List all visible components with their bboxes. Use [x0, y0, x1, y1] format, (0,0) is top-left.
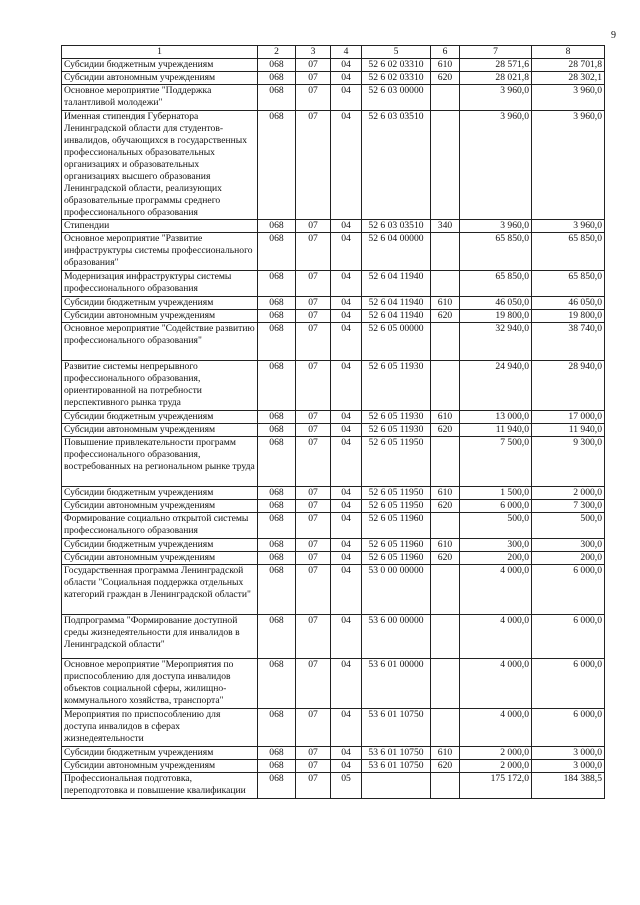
row-name-cell: Формирование социально открытой системы профессионального образования: [62, 513, 258, 539]
target-article-cell: 53 6 01 10750: [362, 760, 431, 773]
subsection-code-cell: 04: [331, 709, 362, 747]
amount-year1-cell: 3 960,0: [460, 111, 532, 220]
amount-year1-cell: 3 960,0: [460, 85, 532, 111]
row-name-cell: Субсидии автономным учреждениям: [62, 310, 258, 323]
expense-type-cell: [431, 271, 460, 297]
amount-year2-cell: 7 300,0: [532, 500, 605, 513]
amount-year1-cell: 6 000,0: [460, 500, 532, 513]
row-name-cell: Основное мероприятие "Развитие инфраструктуры системы профессионального образования": [62, 233, 258, 271]
table-row: [62, 297, 605, 310]
subsection-code-cell: 04: [331, 411, 362, 424]
target-article-cell: 52 6 04 11940: [362, 297, 431, 310]
budget-table: [61, 45, 605, 799]
row-name-cell: Субсидии бюджетным учреждениям: [62, 539, 258, 552]
table-row: [62, 361, 605, 411]
table-row: [62, 437, 605, 487]
table-row: [62, 773, 605, 799]
section-code-cell: 07: [296, 760, 331, 773]
table-row: [62, 487, 605, 500]
amount-year1-cell: 11 940,0: [460, 424, 532, 437]
amount-year2-cell: 3 960,0: [532, 220, 605, 233]
table-row: [62, 111, 605, 220]
section-code-cell: 07: [296, 513, 331, 539]
subsection-code-cell: 04: [331, 220, 362, 233]
row-name-cell: Субсидии бюджетным учреждениям: [62, 747, 258, 760]
row-name-cell: Субсидии бюджетным учреждениям: [62, 59, 258, 72]
target-article-cell: 52 6 05 11960: [362, 513, 431, 539]
section-code-cell: 07: [296, 297, 331, 310]
expense-type-cell: 620: [431, 310, 460, 323]
amount-year2-cell: 184 388,5: [532, 773, 605, 799]
subsection-code-cell: 04: [331, 233, 362, 271]
table-row: [62, 233, 605, 271]
section-code-cell: 07: [296, 220, 331, 233]
row-name-cell: Мероприятия по приспособлению для доступа инвалидов в сферах жизнедеятельности: [62, 709, 258, 747]
row-name-cell: Субсидии автономным учреждениям: [62, 760, 258, 773]
section-code-cell: 07: [296, 659, 331, 709]
section-code-cell: 07: [296, 323, 331, 361]
subsection-code-cell: 04: [331, 760, 362, 773]
section-code-cell: 07: [296, 437, 331, 487]
amount-year2-cell: 6 000,0: [532, 709, 605, 747]
amount-year2-cell: 2 000,0: [532, 487, 605, 500]
amount-year2-cell: 28 701,8: [532, 59, 605, 72]
target-article-cell: 52 6 04 11940: [362, 271, 431, 297]
amount-year1-cell: 13 000,0: [460, 411, 532, 424]
amount-year2-cell: 38 740,0: [532, 323, 605, 361]
section-code-cell: 07: [296, 411, 331, 424]
row-name-cell: Субсидии автономным учреждениям: [62, 72, 258, 85]
table-row: [62, 72, 605, 85]
row-name-cell: Модернизация инфраструктуры системы профессионального образования: [62, 271, 258, 297]
section-code-cell: 07: [296, 233, 331, 271]
ved-code-cell: 068: [258, 565, 296, 615]
amount-year1-cell: 65 850,0: [460, 271, 532, 297]
amount-year1-cell: 2 000,0: [460, 760, 532, 773]
subsection-code-cell: 04: [331, 424, 362, 437]
amount-year2-cell: 6 000,0: [532, 659, 605, 709]
amount-year2-cell: 65 850,0: [532, 233, 605, 271]
row-name-cell: Субсидии автономным учреждениям: [62, 500, 258, 513]
target-article-cell: [362, 773, 431, 799]
row-name-cell: Именная стипендия Губернатора Ленинградской области для студентов-инвалидов, обучающихся в государственных профессиональных образовательных организациях и образовательных организациях высшего образования Ленинградской области, реализующих образовательные программы среднего профессионального образования: [62, 111, 258, 220]
expense-type-cell: 610: [431, 487, 460, 500]
subsection-code-cell: 04: [331, 85, 362, 111]
target-article-cell: 52 6 05 00000: [362, 323, 431, 361]
table-row: [62, 709, 605, 747]
section-code-cell: 07: [296, 111, 331, 220]
header-row: [62, 46, 605, 59]
expense-type-cell: 610: [431, 747, 460, 760]
target-article-cell: 53 6 00 00000: [362, 615, 431, 659]
ved-code-cell: 068: [258, 361, 296, 411]
amount-year2-cell: 3 000,0: [532, 760, 605, 773]
ved-code-cell: 068: [258, 310, 296, 323]
amount-year2-cell: 3 960,0: [532, 111, 605, 220]
row-name-cell: Субсидии бюджетным учреждениям: [62, 487, 258, 500]
expense-type-cell: 620: [431, 424, 460, 437]
ved-code-cell: 068: [258, 297, 296, 310]
target-article-cell: 53 6 01 00000: [362, 659, 431, 709]
ved-code-cell: 068: [258, 424, 296, 437]
target-article-cell: 52 6 03 03510: [362, 220, 431, 233]
target-article-cell: 53 6 01 10750: [362, 709, 431, 747]
header-cell: 6: [431, 46, 460, 59]
ved-code-cell: 068: [258, 615, 296, 659]
table-row: [62, 659, 605, 709]
row-name-cell: Субсидии бюджетным учреждениям: [62, 411, 258, 424]
table-row: [62, 565, 605, 615]
target-article-cell: 52 6 05 11950: [362, 500, 431, 513]
amount-year1-cell: 500,0: [460, 513, 532, 539]
target-article-cell: 52 6 05 11930: [362, 411, 431, 424]
expense-type-cell: [431, 709, 460, 747]
subsection-code-cell: 04: [331, 539, 362, 552]
amount-year2-cell: 6 000,0: [532, 565, 605, 615]
amount-year2-cell: 28 940,0: [532, 361, 605, 411]
target-article-cell: 52 6 04 11940: [362, 310, 431, 323]
target-article-cell: 52 6 03 03510: [362, 111, 431, 220]
section-code-cell: 07: [296, 539, 331, 552]
header-cell: 3: [296, 46, 331, 59]
section-code-cell: 07: [296, 709, 331, 747]
subsection-code-cell: 04: [331, 297, 362, 310]
ved-code-cell: 068: [258, 323, 296, 361]
table-row: [62, 310, 605, 323]
ved-code-cell: 068: [258, 513, 296, 539]
amount-year1-cell: 175 172,0: [460, 773, 532, 799]
subsection-code-cell: 04: [331, 111, 362, 220]
expense-type-cell: 610: [431, 297, 460, 310]
subsection-code-cell: 04: [331, 59, 362, 72]
expense-type-cell: [431, 659, 460, 709]
target-article-cell: 52 6 05 11950: [362, 437, 431, 487]
amount-year1-cell: 7 500,0: [460, 437, 532, 487]
amount-year2-cell: 46 050,0: [532, 297, 605, 310]
expense-type-cell: 610: [431, 59, 460, 72]
section-code-cell: 07: [296, 72, 331, 85]
expense-type-cell: [431, 85, 460, 111]
section-code-cell: 07: [296, 271, 331, 297]
expense-type-cell: 620: [431, 552, 460, 565]
table-row: [62, 500, 605, 513]
page-number: 9: [611, 30, 616, 41]
table-row: [62, 59, 605, 72]
target-article-cell: 53 6 01 10750: [362, 747, 431, 760]
expense-type-cell: 620: [431, 760, 460, 773]
row-name-cell: Субсидии бюджетным учреждениям: [62, 297, 258, 310]
expense-type-cell: 340: [431, 220, 460, 233]
amount-year1-cell: 4 000,0: [460, 615, 532, 659]
target-article-cell: 52 6 05 11950: [362, 487, 431, 500]
expense-type-cell: [431, 233, 460, 271]
subsection-code-cell: 04: [331, 361, 362, 411]
target-article-cell: 52 6 05 11930: [362, 424, 431, 437]
amount-year2-cell: 28 302,1: [532, 72, 605, 85]
section-code-cell: 07: [296, 487, 331, 500]
amount-year1-cell: 46 050,0: [460, 297, 532, 310]
subsection-code-cell: 04: [331, 437, 362, 487]
subsection-code-cell: 05: [331, 773, 362, 799]
table-row: [62, 85, 605, 111]
table-row: [62, 271, 605, 297]
table-row: [62, 411, 605, 424]
ved-code-cell: 068: [258, 437, 296, 487]
subsection-code-cell: 04: [331, 659, 362, 709]
section-code-cell: 07: [296, 615, 331, 659]
ved-code-cell: 068: [258, 271, 296, 297]
amount-year1-cell: 19 800,0: [460, 310, 532, 323]
amount-year2-cell: 11 940,0: [532, 424, 605, 437]
ved-code-cell: 068: [258, 539, 296, 552]
section-code-cell: 07: [296, 85, 331, 111]
header-cell: 2: [258, 46, 296, 59]
amount-year2-cell: 500,0: [532, 513, 605, 539]
subsection-code-cell: 04: [331, 513, 362, 539]
amount-year2-cell: 200,0: [532, 552, 605, 565]
ved-code-cell: 068: [258, 659, 296, 709]
table-row: [62, 747, 605, 760]
ved-code-cell: 068: [258, 552, 296, 565]
section-code-cell: 07: [296, 59, 331, 72]
row-name-cell: Подпрограмма "Формирование доступной среды жизнедеятельности для инвалидов в Ленинградской области": [62, 615, 258, 659]
row-name-cell: Профессиональная подготовка, переподготовка и повышение квалификации: [62, 773, 258, 799]
subsection-code-cell: 04: [331, 615, 362, 659]
target-article-cell: 52 6 02 03310: [362, 72, 431, 85]
table-row: [62, 552, 605, 565]
expense-type-cell: 610: [431, 539, 460, 552]
ved-code-cell: 068: [258, 747, 296, 760]
target-article-cell: 52 6 04 00000: [362, 233, 431, 271]
amount-year2-cell: 6 000,0: [532, 615, 605, 659]
table-row: [62, 220, 605, 233]
subsection-code-cell: 04: [331, 271, 362, 297]
header-cell: 7: [460, 46, 532, 59]
subsection-code-cell: 04: [331, 565, 362, 615]
ved-code-cell: 068: [258, 760, 296, 773]
subsection-code-cell: 04: [331, 310, 362, 323]
amount-year1-cell: 28 571,6: [460, 59, 532, 72]
expense-type-cell: [431, 773, 460, 799]
section-code-cell: 07: [296, 500, 331, 513]
subsection-code-cell: 04: [331, 552, 362, 565]
row-name-cell: Субсидии автономным учреждениям: [62, 424, 258, 437]
subsection-code-cell: 04: [331, 500, 362, 513]
row-name-cell: Стипендии: [62, 220, 258, 233]
subsection-code-cell: 04: [331, 72, 362, 85]
subsection-code-cell: 04: [331, 747, 362, 760]
subsection-code-cell: 04: [331, 487, 362, 500]
target-article-cell: 52 6 02 03310: [362, 59, 431, 72]
table-row: [62, 615, 605, 659]
amount-year1-cell: 4 000,0: [460, 709, 532, 747]
section-code-cell: 07: [296, 773, 331, 799]
ved-code-cell: 068: [258, 411, 296, 424]
expense-type-cell: [431, 615, 460, 659]
row-name-cell: Государственная программа Ленинградской области "Социальная поддержка отдельных категорий граждан в Ленинградской области": [62, 565, 258, 615]
ved-code-cell: 068: [258, 72, 296, 85]
row-name-cell: Развитие системы непрерывного профессионального образования, ориентированной на потребности перспективного рынка труда: [62, 361, 258, 411]
header-cell: 5: [362, 46, 431, 59]
target-article-cell: 52 6 05 11960: [362, 539, 431, 552]
amount-year2-cell: 65 850,0: [532, 271, 605, 297]
ved-code-cell: 068: [258, 233, 296, 271]
amount-year1-cell: 4 000,0: [460, 565, 532, 615]
section-code-cell: 07: [296, 361, 331, 411]
ved-code-cell: 068: [258, 59, 296, 72]
section-code-cell: 07: [296, 424, 331, 437]
target-article-cell: 52 6 05 11930: [362, 361, 431, 411]
amount-year2-cell: 17 000,0: [532, 411, 605, 424]
section-code-cell: 07: [296, 310, 331, 323]
amount-year1-cell: 28 021,8: [460, 72, 532, 85]
subsection-code-cell: 04: [331, 323, 362, 361]
header-cell: 8: [532, 46, 605, 59]
ved-code-cell: 068: [258, 85, 296, 111]
ved-code-cell: 068: [258, 500, 296, 513]
expense-type-cell: [431, 323, 460, 361]
expense-type-cell: [431, 361, 460, 411]
amount-year1-cell: 2 000,0: [460, 747, 532, 760]
header-cell: 1: [62, 46, 258, 59]
amount-year2-cell: 300,0: [532, 539, 605, 552]
row-name-cell: Субсидии автономным учреждениям: [62, 552, 258, 565]
row-name-cell: Основное мероприятие "Мероприятия по приспособлению для доступа инвалидов объектов социальной сферы, жилищно-коммунального хозяйства, транспорта": [62, 659, 258, 709]
table-row: [62, 323, 605, 361]
ved-code-cell: 068: [258, 220, 296, 233]
expense-type-cell: 620: [431, 72, 460, 85]
expense-type-cell: [431, 513, 460, 539]
amount-year1-cell: 32 940,0: [460, 323, 532, 361]
row-name-cell: Повышение привлекательности программ профессионального образования, востребованных на региональном рынке труда: [62, 437, 258, 487]
table-row: [62, 513, 605, 539]
expense-type-cell: 620: [431, 500, 460, 513]
section-code-cell: 07: [296, 565, 331, 615]
amount-year1-cell: 200,0: [460, 552, 532, 565]
amount-year1-cell: 300,0: [460, 539, 532, 552]
amount-year1-cell: 4 000,0: [460, 659, 532, 709]
row-name-cell: Основное мероприятие "Поддержка талантливой молодежи": [62, 85, 258, 111]
target-article-cell: 52 6 03 00000: [362, 85, 431, 111]
amount-year2-cell: 9 300,0: [532, 437, 605, 487]
amount-year2-cell: 3 000,0: [532, 747, 605, 760]
table-row: [62, 424, 605, 437]
expense-type-cell: [431, 565, 460, 615]
ved-code-cell: 068: [258, 709, 296, 747]
target-article-cell: 52 6 05 11960: [362, 552, 431, 565]
amount-year1-cell: 65 850,0: [460, 233, 532, 271]
amount-year2-cell: 19 800,0: [532, 310, 605, 323]
amount-year1-cell: 24 940,0: [460, 361, 532, 411]
amount-year2-cell: 3 960,0: [532, 85, 605, 111]
row-name-cell: Основное мероприятие "Содействие развитию профессионального образования": [62, 323, 258, 361]
header-cell: 4: [331, 46, 362, 59]
amount-year1-cell: 1 500,0: [460, 487, 532, 500]
target-article-cell: 53 0 00 00000: [362, 565, 431, 615]
ved-code-cell: 068: [258, 773, 296, 799]
expense-type-cell: [431, 437, 460, 487]
section-code-cell: 07: [296, 747, 331, 760]
ved-code-cell: 068: [258, 487, 296, 500]
table-row: [62, 760, 605, 773]
ved-code-cell: 068: [258, 111, 296, 220]
expense-type-cell: [431, 111, 460, 220]
table-row: [62, 539, 605, 552]
expense-type-cell: 610: [431, 411, 460, 424]
amount-year1-cell: 3 960,0: [460, 220, 532, 233]
section-code-cell: 07: [296, 552, 331, 565]
